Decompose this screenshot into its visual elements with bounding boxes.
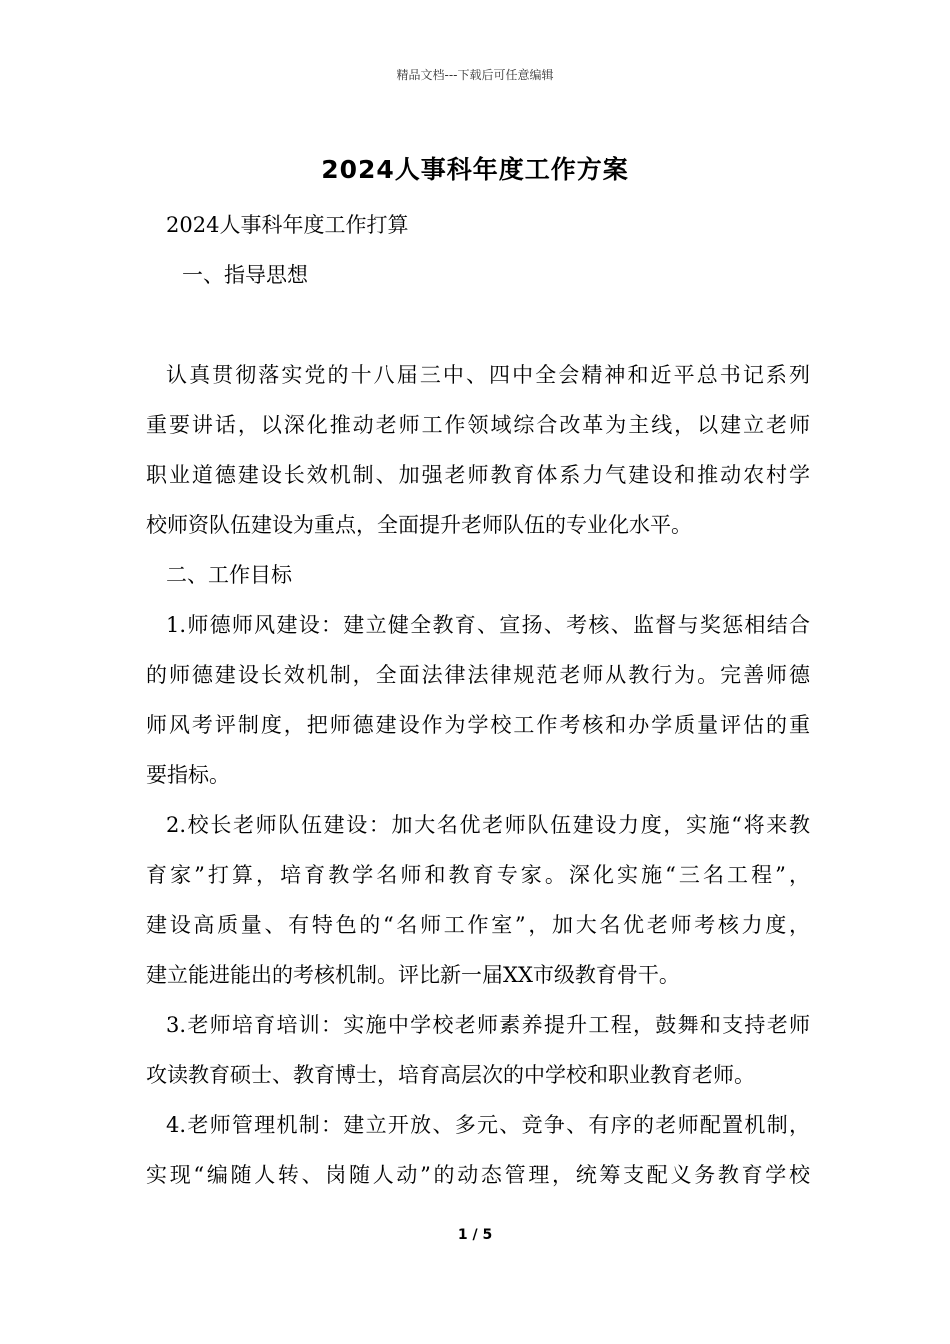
paragraph-line: 育家”打算，培育教学名师和教育专家。深化实施“三名工程”，: [146, 863, 810, 887]
paragraph-line: 1.师德师风建设：建立健全教育、宣扬、考核、监督与奖惩相结合: [166, 613, 810, 637]
goal-item-1: [146, 600, 810, 800]
goal-item-4: [146, 1100, 810, 1200]
paragraph-gap: [146, 300, 810, 350]
page-separator: /: [472, 1227, 478, 1243]
paragraph-line: 认真贯彻落实党的十八届三中、四中全会精神和近平总书记系列: [166, 363, 810, 387]
section-heading-1: 一、指导思想: [182, 263, 308, 287]
goal-item-2: [146, 800, 810, 1000]
document-subtitle: 2024人事科年度工作打算: [166, 213, 409, 237]
paragraph-line: 的师德建设长效机制，全面法律法律规范老师从教行为。完善师德: [146, 663, 810, 687]
paragraph-line: 重要讲话，以深化推动老师工作领域综合改革为主线，以建立老师: [146, 413, 810, 437]
document-body: [146, 200, 810, 1200]
paragraph-line: 实现“编随人转、岗随人动”的动态管理，统筹支配义务教育学校: [146, 1163, 810, 1187]
paragraph-line: 师风考评制度，把师德建设作为学校工作考核和办学质量评估的重: [146, 713, 810, 737]
paragraph-line: 2.校长老师队伍建设：加大名优老师队伍建设力度，实施“将来教: [166, 813, 810, 837]
goal-item-3: [146, 1000, 810, 1100]
paragraph-line: 4.老师管理机制：建立开放、多元、竞争、有序的老师配置机制，: [166, 1113, 810, 1137]
paragraph-line: 攻读教育硕士、教育博士，培育高层次的中学校和职业教育老师。: [146, 1063, 755, 1087]
paragraph-line: 3.老师培育培训：实施中学校老师素养提升工程，鼓舞和支持老师: [166, 1013, 810, 1037]
paragraph-line: 建设高质量、有特色的“名师工作室”，加大名优老师考核力度，: [146, 913, 810, 937]
page-current: 1: [457, 1227, 468, 1243]
document-title: 2024人事科年度工作方案: [321, 155, 629, 184]
paragraph-guiding-thought: [146, 350, 810, 550]
paragraph-line: 建立能进能出的考核机制。评比新一届XX市级教育骨干。: [146, 963, 680, 987]
section-heading-2: 二、工作目标: [166, 563, 292, 587]
paragraph-line: 要指标。: [146, 763, 230, 787]
paragraph-line: 职业道德建设长效机制、加强老师教育体系力气建设和推动农村学: [146, 463, 810, 487]
page-header: 精品文档---下载后可任意编辑: [396, 68, 554, 82]
paragraph-line: 校师资队伍建设为重点，全面提升老师队伍的专业化水平。: [146, 513, 692, 537]
page-number: [0, 1227, 950, 1243]
page-total: 5: [482, 1227, 493, 1243]
